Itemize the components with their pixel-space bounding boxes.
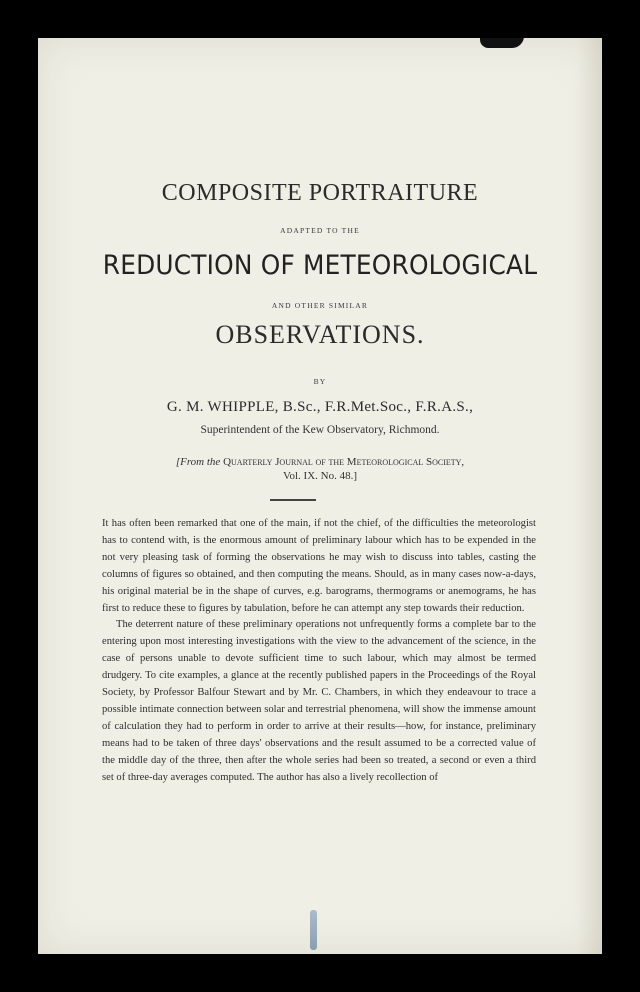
binding-mark xyxy=(310,910,317,950)
body-text xyxy=(102,516,536,787)
subtitle-adapted: ADAPTED TO THE xyxy=(280,226,360,235)
torn-corner xyxy=(480,38,524,48)
paragraph-2: The deterrent nature of these preliminary operations not unfrequently forms a complete bar to the entering upon most interesting investigations with the view to the advancement of the science, in the case of persons unable to devote sufficient time to such labour, which may almost be termed drudgery. To cite examples, a glance at the recently published papers in the Proceedings of the Royal Society, by Professor Balfour Stewart and by Mr. C. Chambers, in which they endeavour to trace a possible intimate connection between solar and terrestrial phenomena, will show the immense amount of calculation they had to perform in order to arrive at their results—how, for instance, preliminary means had to be taken of three days' observations and the result assumed to be a corrected value of the middle day of the three, then after the whole series had been so treated, a second or even a third set of three-day averages computed. The author has also a lively recollection of xyxy=(102,619,536,783)
title-line-3: OBSERVATIONS. xyxy=(215,320,425,349)
document-page xyxy=(38,38,602,954)
title-line-2: REDUCTION OF METEOROLOGICAL xyxy=(102,250,538,281)
subtitle-other: AND OTHER SIMILAR xyxy=(271,301,369,310)
by-label: BY xyxy=(313,377,327,386)
source-citation xyxy=(38,455,602,483)
author-name: G. M. WHIPPLE, B.Sc., F.R.Met.Soc., F.R.A.S., xyxy=(166,399,474,415)
divider-rule xyxy=(270,499,316,501)
source-volume: Vol. IX. No. 48.] xyxy=(282,470,358,482)
paragraph-1: It has often been remarked that one of the main, if not the chief, of the difficulties the meteorologist has to contend with, is the enormous amount of preliminary labour which has to be expended in the not very pleasing task of forming the observations he may wish to discuss into tables, casting the columns of figures so obtained, and then computing the means. Should, as in many cases now-a-days, his original material be in the shape of curves, e.g. barograms, thermograms or anemograms, he has first to reduce these to figures by tabulation, before he can attempt any step towards their reduction. xyxy=(102,518,536,614)
source-prefix: [From the xyxy=(175,456,224,468)
source-journal: Quarterly Journal of the Meteorological Society, xyxy=(223,456,465,468)
title-line-1: COMPOSITE PORTRAITURE xyxy=(161,180,479,206)
author-role: Superintendent of the Kew Observatory, Richmond. xyxy=(200,424,440,436)
